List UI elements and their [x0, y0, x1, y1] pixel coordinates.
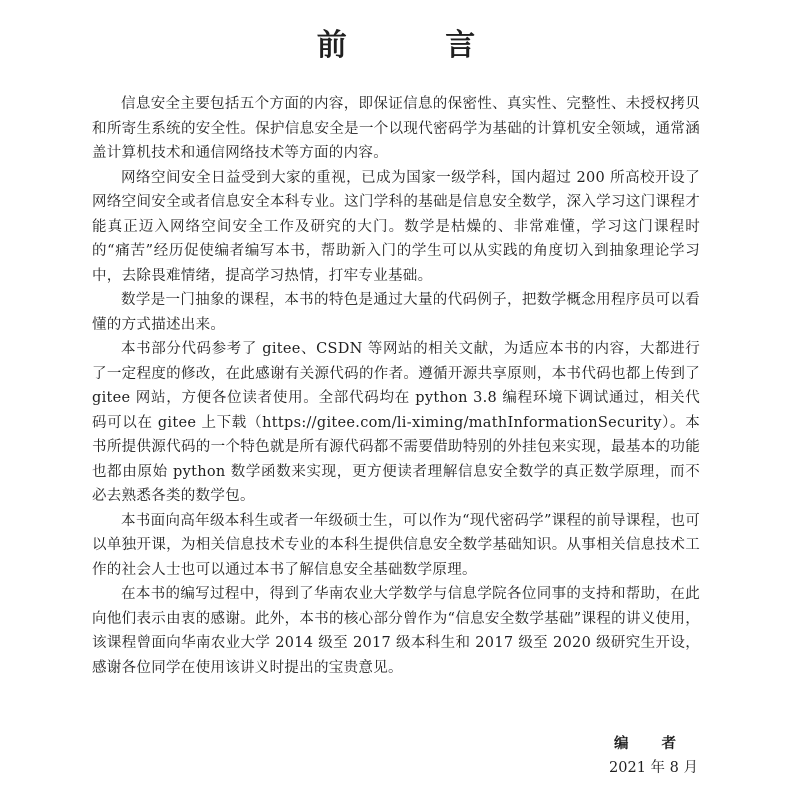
- paragraph-5: 本书面向高年级本科生或者一年级硕士生，可以作为“现代密码学”课程的前导课程，也可以单独开课，为相关信息技术专业的本科生提供信息安全数学基础知识。从事相关信息技术工作的社会人士也可以通过本书了解信息安全基础数学原理。: [92, 512, 700, 578]
- paragraph-6: 在本书的编写过程中，得到了华南农业大学数学与信息学院各位同事的支持和帮助，在此向他们表示由衷的感谢。此外，本书的核心部分曾作为“信息安全数学基础”课程的讲义使用，该课程曾面向华南农业大学 2014 级至 2017 级本科生和 2017 级至 2020 级研究生开设，感谢各位同学在使用该讲义时提出的宝贵意见。: [92, 586, 700, 676]
- date-label: 2021 年 8 月: [609, 760, 698, 776]
- paragraph-3: 数学是一门抽象的课程，本书的特色是通过大量的代码例子，把数学概念用程序员可以看懂的方式描述出来。: [92, 292, 700, 333]
- editor-label: 编 者: [613, 735, 690, 752]
- page-title: 前 言: [316, 28, 520, 63]
- paragraph-2: 网络空间安全日益受到大家的重视，已成为国家一级学科，国内超过 200 所高校开设了网络空间安全或者信息安全本科专业。这门学科的基础是信息安全数学，深入学习这门课程才能真正迈入网络空间安全工作及研究的大门。数学是枯燥的、非常难懂，学习这门课程时的“痛苦”经历促使编者编写本书，帮助新入门的学生可以从实践的角度切入到抽象理论学习中，去除畏难情绪，提高学习热情，打牢专业基础。: [92, 169, 700, 284]
- paragraph-1: 信息安全主要包括五个方面的内容，即保证信息的保密性、真实性、完整性、未授权拷贝和所寄生系统的安全性。保护信息安全是一个以现代密码学为基础的计算机安全领域，通常涵盖计算机技术和通信网络技术等方面的内容。: [92, 96, 700, 161]
- paragraph-4: 本书部分代码参考了 gitee、CSDN 等网站的相关文献，为适应本书的内容，大都进行了一定程度的修改，在此感谢有关源代码的作者。遵循开源共享原则，本书代码也都上传到了 gitee 网站，方便各位读者使用。全部代码均在 python 3.8 编程环境下调试通过，相关代码可以在 gitee 上下载（https://gitee.com/li-ximing/mathInformationSecurity）。本书所提供源代码的一个特色就是所有源代码都不需要借助特别的外挂包来实现，最基本的功能也都由原始 python 数学函数来实现，更方便读者理解信息安全数学的真正数学原理，而不必去熟悉各类的数学包。: [92, 341, 700, 504]
- signature-block: [609, 732, 698, 780]
